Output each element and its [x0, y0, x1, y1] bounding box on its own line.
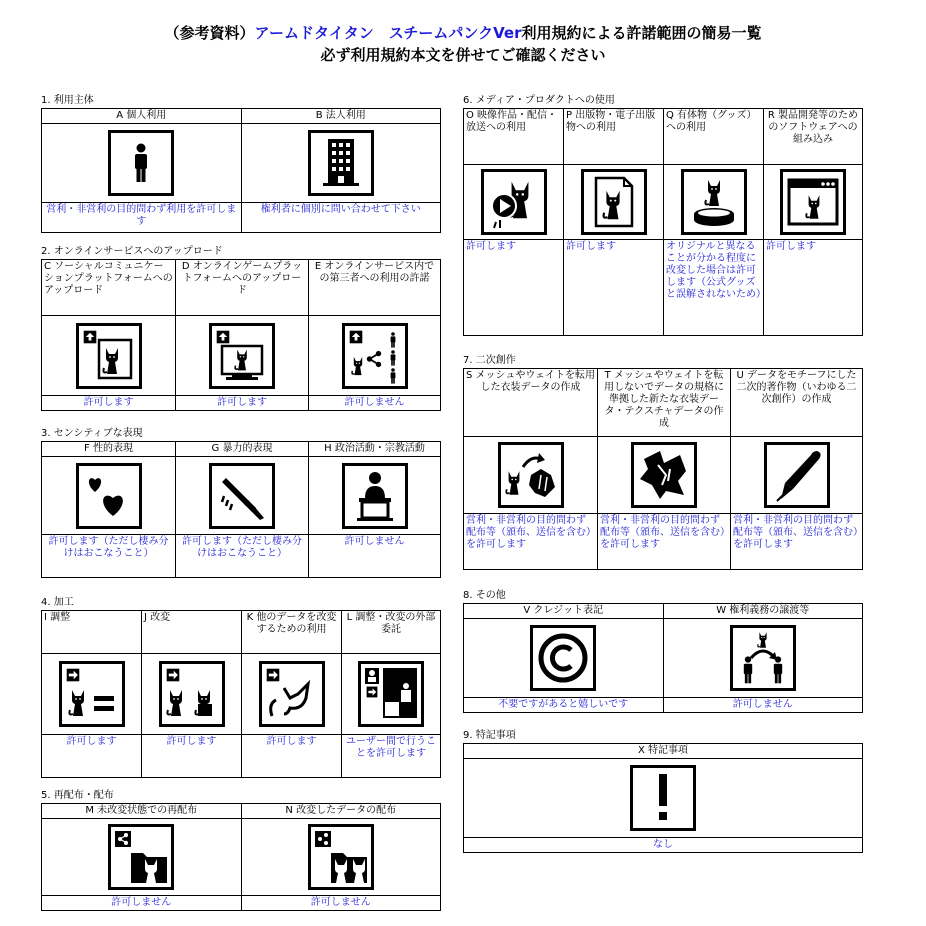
- section-1-table: [41, 108, 441, 233]
- page-title: [0, 22, 926, 43]
- item-t-result: 営利・非営利の目的問わず配布等（頒布、送信を含む）を許可します: [598, 514, 731, 570]
- publication-icon: [581, 169, 647, 235]
- building-icon: [308, 130, 374, 196]
- section-label: 5. 再配布・配布: [41, 790, 114, 801]
- item-w-result: 許可しません: [663, 698, 863, 713]
- item-e-result: 許可しません: [309, 396, 441, 411]
- item-q-result: オリジナルと異なることが分かる程度に改変した場合は許可します（公式グッズと誤解されないため）: [664, 240, 764, 336]
- item-u-header: U データをモチーフにした二次的著作物（いわゆる二次創作）の作成: [731, 369, 863, 437]
- item-n-header: N 改変したデータの配布: [241, 804, 441, 819]
- item-a-header: A 個人利用: [42, 109, 242, 124]
- section-5: [41, 789, 441, 911]
- exclamation-icon: [630, 765, 696, 831]
- item-n-result: 許可しません: [241, 896, 441, 911]
- section-7-table: [463, 368, 863, 570]
- item-i-header: I 調整: [42, 611, 142, 654]
- item-m-result: 許可しません: [42, 896, 242, 911]
- item-s-header: S メッシュやウェイトを転用した衣装データの作成: [464, 369, 598, 437]
- item-g-header: G 暴力的表現: [176, 442, 309, 457]
- section-6: [463, 94, 863, 336]
- item-h-result: 許可しません: [309, 535, 441, 578]
- item-j-header: J 改変: [142, 611, 242, 654]
- item-s-result: 営利・非営利の目的問わず配布等（頒布、送信を含む）を許可します: [464, 514, 598, 570]
- item-i-result: 許可します: [42, 735, 142, 778]
- title-prefix: （参考資料）: [164, 24, 255, 42]
- section-9: [463, 729, 863, 853]
- section-3-table: [41, 441, 441, 578]
- section-label: 8. その他: [463, 590, 506, 601]
- section-label: 6. メディア・プロダクトへの使用: [463, 95, 615, 106]
- redistribute-icon: [108, 824, 174, 890]
- item-e-header: E オンラインサービス内での第三者への利用の許諾: [309, 260, 441, 316]
- distribute-modified-icon: [308, 824, 374, 890]
- item-c-result: 許可します: [42, 396, 176, 411]
- use-for-other-data-icon: [259, 661, 325, 727]
- item-b-result: 権利者に個別に問い合わせて下さい: [241, 203, 441, 233]
- item-k-result: 許可します: [242, 735, 342, 778]
- item-d-result: 許可します: [176, 396, 309, 411]
- item-u-result: 営利・非営利の目的問わず配布等（頒布、送信を含む）を許可します: [731, 514, 863, 570]
- section-9-table: [463, 743, 863, 853]
- item-r-header: R 製品開発等のためのソフトウェアへの組み込み: [764, 109, 863, 165]
- knife-icon: [209, 463, 275, 529]
- item-j-result: 許可します: [142, 735, 242, 778]
- section-label: 9. 特記事項: [463, 730, 516, 741]
- section-label: 7. 二次創作: [463, 355, 516, 366]
- pen-icon: [764, 442, 830, 508]
- item-h-header: H 政治活動・宗教活動: [309, 442, 441, 457]
- item-r-result: 許可します: [764, 240, 863, 336]
- item-l-result: ユーザー間で行うことを許可します: [342, 735, 441, 778]
- title-suffix: 利用規約による許諾範囲の簡易一覧: [521, 24, 762, 42]
- item-g-result: 許可します（ただし棲み分けはおこなうこと）: [176, 535, 309, 578]
- section-5-table: [41, 803, 441, 911]
- upload-sns-icon: [76, 323, 142, 389]
- section-1: [41, 94, 441, 233]
- section-8-table: [463, 603, 863, 713]
- item-t-header: T メッシュやウェイトを転用しないでデータの規格に準拠した新たな衣装データ・テクスチャデータの作成: [598, 369, 731, 437]
- section-label: 4. 加工: [41, 597, 74, 608]
- item-v-header: V クレジット表記: [464, 604, 664, 619]
- video-icon: [481, 169, 547, 235]
- item-k-header: K 他のデータを改変するための利用: [242, 611, 342, 654]
- item-a-result: 営利・非営利の目的問わず利用を許可します: [42, 203, 242, 233]
- section-label: 2. オンラインサービスへのアップロード: [41, 246, 223, 257]
- adjust-icon: [59, 661, 125, 727]
- item-b-header: B 法人利用: [241, 109, 441, 124]
- item-o-result: 許可します: [464, 240, 564, 336]
- podium-icon: [342, 463, 408, 529]
- page-subtitle: 必ず利用規約本文を併せてご確認ください: [320, 46, 606, 64]
- section-label: 3. センシティブな表現: [41, 428, 143, 439]
- section-8: [463, 589, 863, 713]
- section-4: [41, 596, 441, 778]
- title-product: アームドタイタン スチームパンクVer: [254, 24, 522, 42]
- modify-icon: [159, 661, 225, 727]
- person-icon: [108, 130, 174, 196]
- item-c-header: C ソーシャルコミュニケーションプラットフォームへのアップロード: [42, 260, 176, 316]
- software-icon: [780, 169, 846, 235]
- section-3: [41, 427, 441, 578]
- item-x-header: X 特記事項: [464, 744, 863, 759]
- hearts-icon: [76, 463, 142, 529]
- item-w-header: W 権利義務の譲渡等: [663, 604, 863, 619]
- figure-icon: [681, 169, 747, 235]
- section-4-table: [41, 610, 441, 778]
- section-6-table: [463, 108, 863, 336]
- item-x-result: なし: [464, 838, 863, 853]
- item-v-result: 不要ですがあると嬉しいです: [464, 698, 664, 713]
- section-2-table: [41, 259, 441, 411]
- item-d-header: D オンラインゲームプラットフォームへのアップロード: [176, 260, 309, 316]
- item-f-result: 許可します（ただし棲み分けはおこなうこと）: [42, 535, 176, 578]
- upload-game-icon: [209, 323, 275, 389]
- item-q-header: Q 有体物（グッズ）への利用: [664, 109, 764, 165]
- outsource-icon: [358, 661, 424, 727]
- item-f-header: F 性的表現: [42, 442, 176, 457]
- section-label: 1. 利用主体: [41, 95, 94, 106]
- copyright-icon: [530, 625, 596, 691]
- section-7: [463, 354, 863, 570]
- share-third-party-icon: [342, 323, 408, 389]
- item-p-result: 許可します: [564, 240, 664, 336]
- transfer-rights-icon: [730, 625, 796, 691]
- section-2: [41, 245, 441, 411]
- item-p-header: P 出版物・電子出版物への利用: [564, 109, 664, 165]
- costume-transfer-icon: [498, 442, 564, 508]
- item-l-header: L 調整・改変の外部委託: [342, 611, 441, 654]
- item-m-header: M 未改変状態での再配布: [42, 804, 242, 819]
- costume-new-icon: [631, 442, 697, 508]
- item-o-header: O 映像作品・配信・放送への利用: [464, 109, 564, 165]
